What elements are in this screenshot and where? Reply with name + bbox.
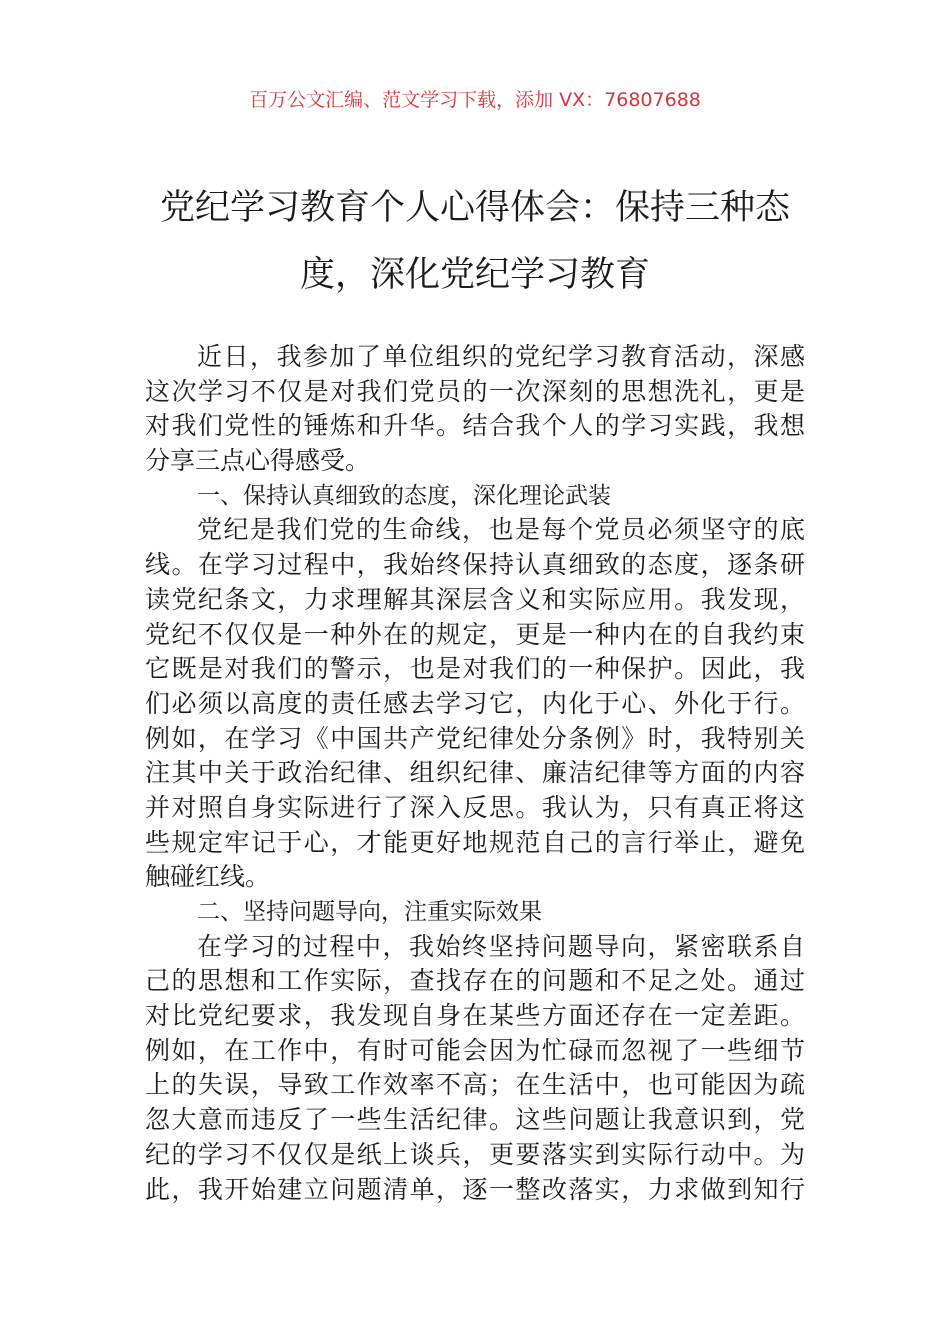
paragraph-line: 例如，在工作中，有时可能会因为忙碌而忽视了一些细节 — [145, 1035, 805, 1065]
paragraph-line: 触碰红线。 — [145, 862, 271, 892]
paragraph-line: 线。在学习过程中，我始终保持认真细致的态度，逐条研 — [145, 550, 805, 580]
paragraph-line: 注其中关于政治纪律、组织纪律、廉洁纪律等方面的内容 — [145, 758, 805, 788]
paragraph-line: 党纪是我们党的生命线，也是每个党员必须坚守的底 — [197, 515, 805, 545]
paragraph-line: 党纪不仅仅是一种外在的规定，更是一种内在的自我约束 — [145, 619, 805, 649]
paragraph-line: 们必须以高度的责任感去学习它，内化于心、外化于行。 — [145, 688, 805, 718]
paragraph-line: 对我们党性的锤炼和升华。结合我个人的学习实践，我想 — [145, 411, 805, 441]
paragraph-line: 纪的学习不仅仅是纸上谈兵，更要落实到实际行动中。为 — [145, 1139, 805, 1169]
paragraph-line: 它既是对我们的警示，也是对我们的一种保护。因此，我 — [145, 654, 805, 684]
paragraph-line: 此，我开始建立问题清单，逐一整改落实，力求做到知行 — [145, 1174, 805, 1204]
paragraph-line: 例如，在学习《中国共产党纪律处分条例》时，我特别关 — [145, 723, 805, 753]
document-title-line-2: 度，深化党纪学习教育 — [299, 255, 650, 295]
paragraph-line: 些规定牢记于心，才能更好地规范自己的言行举止，避免 — [145, 827, 805, 857]
section-heading: 二、坚持问题导向，注重实际效果 — [197, 899, 542, 925]
paragraph-line: 分享三点心得感受。 — [145, 446, 371, 476]
paragraph-line: 对比党纪要求，我发现自身在某些方面还存在一定差距。 — [145, 1001, 805, 1031]
watermark-header: 百万公文汇编、范文学习下载，添加 VX：76807688 — [249, 89, 701, 111]
paragraph-line: 忽大意而违反了一些生活纪律。这些问题让我意识到，党 — [145, 1105, 805, 1135]
paragraph-line: 读党纪条文，力求理解其深层含义和实际应用。我发现， — [145, 584, 805, 614]
document-title-line-1: 党纪学习教育个人心得体会：保持三种态 — [159, 188, 790, 228]
paragraph-line: 并对照自身实际进行了深入反思。我认为，只有真正将这 — [145, 792, 805, 822]
document-body — [145, 340, 805, 1207]
paragraph-line: 近日，我参加了单位组织的党纪学习教育活动，深感 — [197, 342, 805, 371]
paragraph-line: 这次学习不仅是对我们党员的一次深刻的思想洗礼，更是 — [145, 376, 805, 406]
paragraph-line: 己的思想和工作实际，查找存在的问题和不足之处。通过 — [145, 966, 805, 996]
paragraph-line: 上的失误，导致工作效率不高；在生活中，也可能因为疏 — [145, 1070, 805, 1100]
paragraph-line: 在学习的过程中，我始终坚持问题导向，紧密联系自 — [197, 931, 805, 961]
section-heading: 一、保持认真细致的态度，深化理论武装 — [197, 482, 611, 509]
